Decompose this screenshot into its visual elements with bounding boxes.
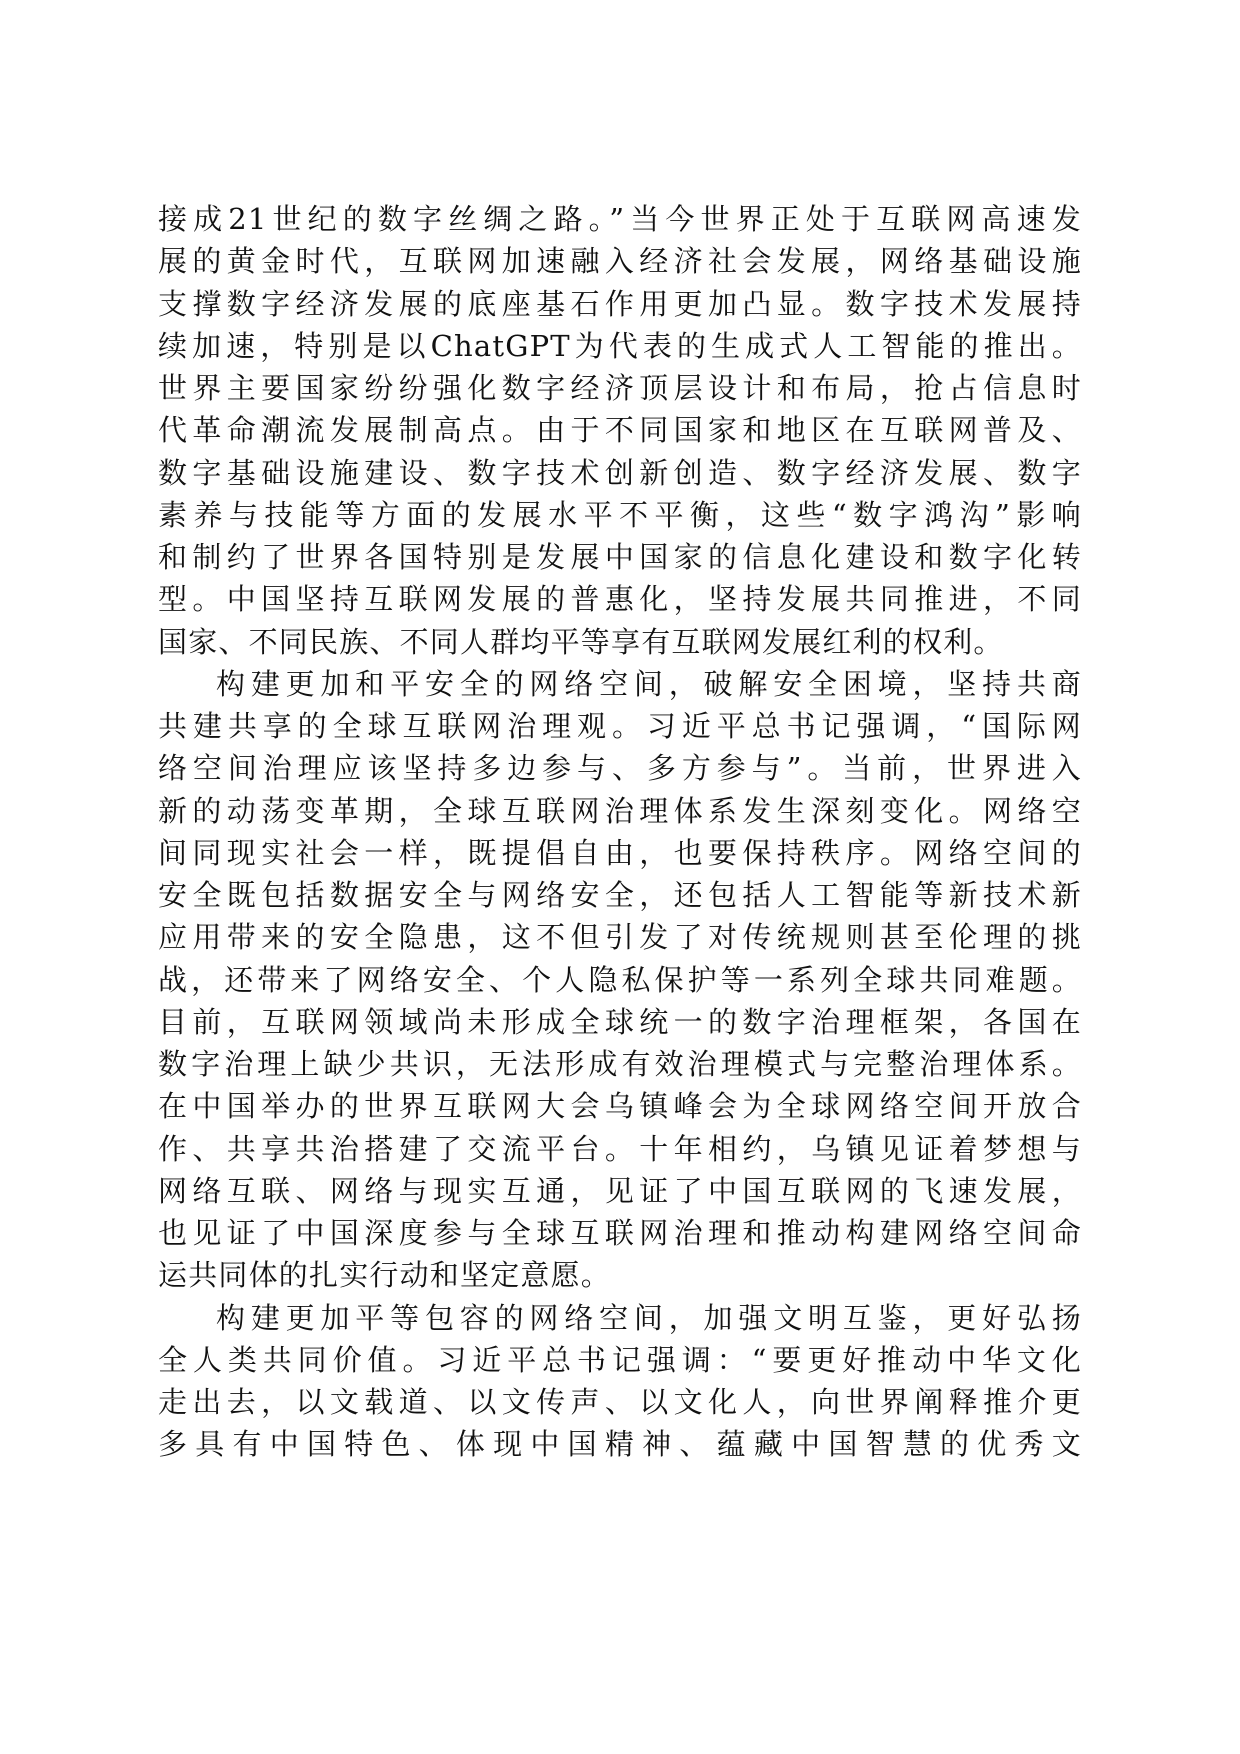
text-line-indented: 构建更加和平安全的网络空间，破解安全困境，坚持共商 (216, 666, 1082, 701)
text-line: 共建共享的全球互联网治理观。习近平总书记强调，“国际网 (158, 709, 1082, 743)
text-line: 应用带来的安全隐患，这不但引发了对传统规则甚至伦理的挑 (158, 920, 1082, 955)
text-line: 运共同体的扎实行动和坚定意愿。 (158, 1258, 612, 1293)
text-line: 作、共享共治搭建了交流平台。十年相约，乌镇见证着梦想与 (158, 1131, 1082, 1166)
text-line: 络空间治理应该坚持多边参与、多方参与”。当前，世界进入 (158, 751, 1082, 786)
text-line: 间同现实社会一样，既提倡自由，也要保持秩序。网络空间的 (158, 835, 1082, 870)
paragraph-1 (158, 198, 1082, 663)
text-line: 目前，互联网领域尚未形成全球统一的数字治理框架，各国在 (158, 1004, 1082, 1039)
text-line: 全人类共同价值。习近平总书记强调：“要更好推动中华文化 (158, 1342, 1082, 1377)
text-line: 数字治理上缺少共识，无法形成有效治理模式与完整治理体系。 (158, 1047, 1082, 1081)
text-line: 世界主要国家纷纷强化数字经济顶层设计和布局，抢占信息时 (158, 371, 1082, 405)
text-line: 多具有中国特色、体现中国精神、蕴藏中国智慧的优秀文 (158, 1427, 1082, 1462)
text-line: 展的黄金时代，互联网加速融入经济社会发展，网络基础设施 (158, 244, 1082, 279)
text-line: 也见证了中国深度参与全球互联网治理和推动构建网络空间命 (158, 1216, 1082, 1250)
text-line: 走出去，以文载道、以文传声、以文化人，向世界阐释推介更 (158, 1385, 1082, 1419)
paragraph-2 (158, 663, 1082, 1297)
text-line: 素养与技能等方面的发展水平不平衡，这些“数字鸿沟”影响 (158, 497, 1082, 532)
body-text (158, 198, 1082, 1466)
text-line: 网络互联、网络与现实互通，见证了中国互联网的飞速发展， (158, 1173, 1082, 1208)
text-line: 战，还带来了网络安全、个人隐私保护等一系列全球共同难题。 (158, 962, 1082, 997)
text-line: 和制约了世界各国特别是发展中国家的信息化建设和数字化转 (158, 540, 1082, 574)
text-line: 安全既包括数据安全与网络安全，还包括人工智能等新技术新 (158, 878, 1082, 912)
text-line: 数字基础设施建设、数字技术创新创造、数字经济发展、数字 (158, 455, 1082, 490)
text-line-indented: 构建更加平等包容的网络空间，加强文明互鉴，更好弘扬 (216, 1300, 1082, 1335)
text-line: 续加速，特别是以ChatGPT为代表的生成式人工智能的推出。 (158, 328, 1082, 363)
text-line: 在中国举办的世界互联网大会乌镇峰会为全球网络空间开放合 (158, 1089, 1082, 1124)
text-line: 代革命潮流发展制高点。由于不同国家和地区在互联网普及、 (158, 413, 1082, 448)
text-line: 型。中国坚持互联网发展的普惠化，坚持发展共同推进，不同 (158, 582, 1082, 617)
text-line: 支撑数字经济发展的底座基石作用更加凸显。数字技术发展持 (158, 286, 1082, 321)
text-line: 国家、不同民族、不同人群均平等享有互联网发展红利的权利。 (158, 624, 1004, 659)
paragraph-3 (158, 1297, 1082, 1466)
text-line: 接成21世纪的数字丝绸之路。”当今世界正处于互联网高速发 (158, 202, 1082, 236)
text-line: 新的动荡变革期，全球互联网治理体系发生深刻变化。网络空 (158, 793, 1082, 828)
